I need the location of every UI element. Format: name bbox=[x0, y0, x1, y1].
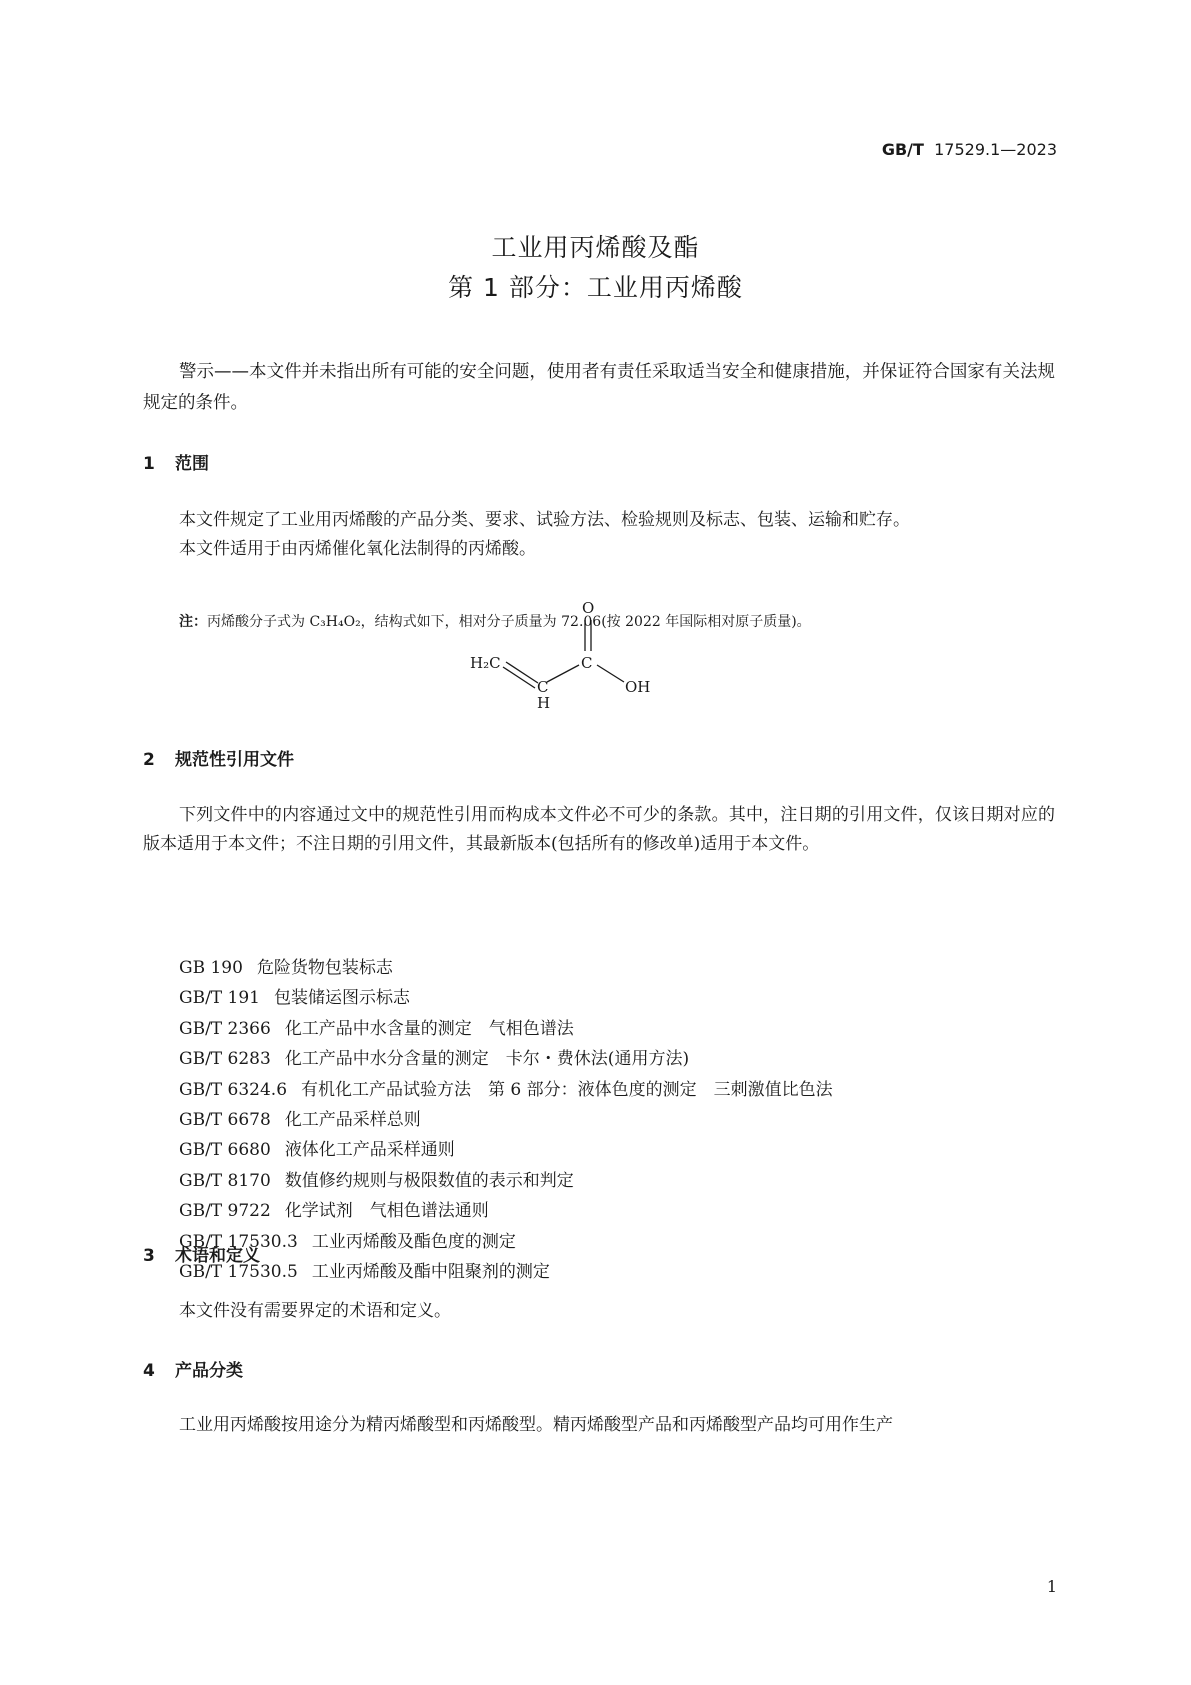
reference-code: GB/T 17530.3 bbox=[179, 1231, 298, 1252]
section-number: 4 bbox=[143, 1361, 155, 1381]
scope-paragraph-2: 本文件适用于由丙烯催化氧化法制得的丙烯酸。 bbox=[179, 539, 536, 559]
reference-title: 数值修约规则与极限数值的表示和判定 bbox=[284, 1170, 574, 1191]
acrylic-acid-structure bbox=[460, 596, 680, 716]
note-text: 丙烯酸分子式为 C₃H₄O₂，结构式如下，相对分子质量为 72.06(按 2022 年国际相对原子质量)。 bbox=[207, 614, 811, 630]
section-number: 3 bbox=[143, 1246, 155, 1266]
section-title: 术语和定义 bbox=[175, 1246, 260, 1266]
reference-code: GB 190 bbox=[179, 958, 243, 978]
reference-item bbox=[179, 1044, 833, 1074]
reference-code: GB/T 2366 bbox=[179, 1018, 271, 1039]
reference-list bbox=[179, 953, 833, 1287]
classification-paragraph: 工业用丙烯酸按用途分为精丙烯酸型和丙烯酸型。精丙烯酸型产品和丙烯酸型产品均可用作生产 bbox=[179, 1415, 893, 1435]
reference-code: GB/T 8170 bbox=[179, 1170, 271, 1191]
reference-title: 化学试剂 气相色谱法通则 bbox=[284, 1201, 489, 1222]
standard-number bbox=[882, 140, 1057, 159]
document-subtitle: 第 1 部分：工业用丙烯酸 bbox=[448, 273, 743, 302]
warning-statement: 警示——本文件并未指出所有可能的安全问题，使用者有责任采取适当安全和健康措施，并保证符合国家有关法规规定的条件。 bbox=[143, 362, 1055, 413]
structure-o-top: O bbox=[582, 599, 595, 617]
section-title: 产品分类 bbox=[175, 1361, 243, 1381]
reference-item bbox=[179, 1196, 833, 1226]
structure-single-bond-cc bbox=[547, 665, 579, 682]
reference-code: GB/T 9722 bbox=[179, 1201, 271, 1222]
reference-title: 包装储运图示标志 bbox=[274, 988, 410, 1009]
document-title: 工业用丙烯酸及酯 bbox=[491, 233, 700, 262]
structure-h2c: H₂C bbox=[470, 654, 501, 672]
reference-code: GB/T 6680 bbox=[179, 1140, 271, 1161]
standard-code: 17529.1—2023 bbox=[934, 140, 1057, 159]
section-title: 规范性引用文件 bbox=[175, 750, 294, 770]
section-number: 2 bbox=[143, 750, 155, 770]
reference-title: 化工产品采样总则 bbox=[284, 1110, 421, 1131]
normative-references-intro: 下列文件中的内容通过文中的规范性引用而构成本文件必不可少的条款。其中，注日期的引用文件，仅该日期对应的版本适用于本文件；不注日期的引用文件，其最新版本(包括所有的修改单)适用于本文件。 bbox=[143, 805, 1055, 854]
reference-item bbox=[179, 1075, 833, 1105]
reference-code: GB/T 6283 bbox=[179, 1049, 271, 1070]
reference-item bbox=[179, 983, 833, 1013]
section-heading-scope bbox=[143, 449, 209, 474]
reference-title: 化工产品中水分含量的测定 卡尔・费休法(通用方法) bbox=[284, 1049, 690, 1070]
terms-paragraph: 本文件没有需要界定的术语和定义。 bbox=[179, 1301, 451, 1321]
reference-item bbox=[179, 1227, 833, 1257]
reference-title: 危险货物包装标志 bbox=[256, 958, 393, 978]
standard-prefix: GB/T bbox=[881, 140, 924, 159]
section-heading-normative-references bbox=[143, 745, 294, 770]
reference-item bbox=[179, 1105, 833, 1135]
section-title: 范围 bbox=[175, 454, 209, 474]
reference-title: 化工产品中水含量的测定 气相色谱法 bbox=[284, 1018, 574, 1039]
structure-c-carbonyl: C bbox=[581, 654, 593, 672]
reference-code: GB/T 191 bbox=[179, 988, 260, 1009]
reference-item bbox=[179, 1135, 833, 1165]
reference-item bbox=[179, 953, 833, 983]
reference-item bbox=[179, 1014, 833, 1044]
reference-code: GB/T 17530.5 bbox=[179, 1262, 298, 1283]
reference-code: GB/T 6678 bbox=[179, 1110, 271, 1131]
structure-oh: OH bbox=[625, 678, 651, 696]
structure-h-bottom: H bbox=[537, 694, 551, 712]
reference-title: 工业丙烯酸及酯色度的测定 bbox=[311, 1231, 516, 1252]
reference-item bbox=[179, 1257, 833, 1287]
structure-c-vinyl: C bbox=[537, 678, 549, 696]
section-number: 1 bbox=[143, 454, 155, 474]
section-heading-classification bbox=[143, 1356, 243, 1381]
reference-title: 工业丙烯酸及酯中阻聚剂的测定 bbox=[311, 1262, 550, 1283]
page-number: 1 bbox=[1046, 1577, 1057, 1596]
reference-title: 液体化工产品采样通则 bbox=[284, 1140, 455, 1161]
note-label: 注： bbox=[179, 614, 207, 630]
scope-paragraph-1: 本文件规定了工业用丙烯酸的产品分类、要求、试验方法、检验规则及标志、包装、运输和贮存。 bbox=[179, 510, 910, 530]
structure-single-bond-coh bbox=[597, 665, 624, 682]
reference-item bbox=[179, 1166, 833, 1196]
section-heading-terms bbox=[143, 1241, 260, 1266]
reference-code: GB/T 6324.6 bbox=[179, 1079, 288, 1100]
reference-title: 有机化工产品试验方法 第 6 部分：液体色度的测定 三刺激值比色法 bbox=[301, 1079, 833, 1100]
